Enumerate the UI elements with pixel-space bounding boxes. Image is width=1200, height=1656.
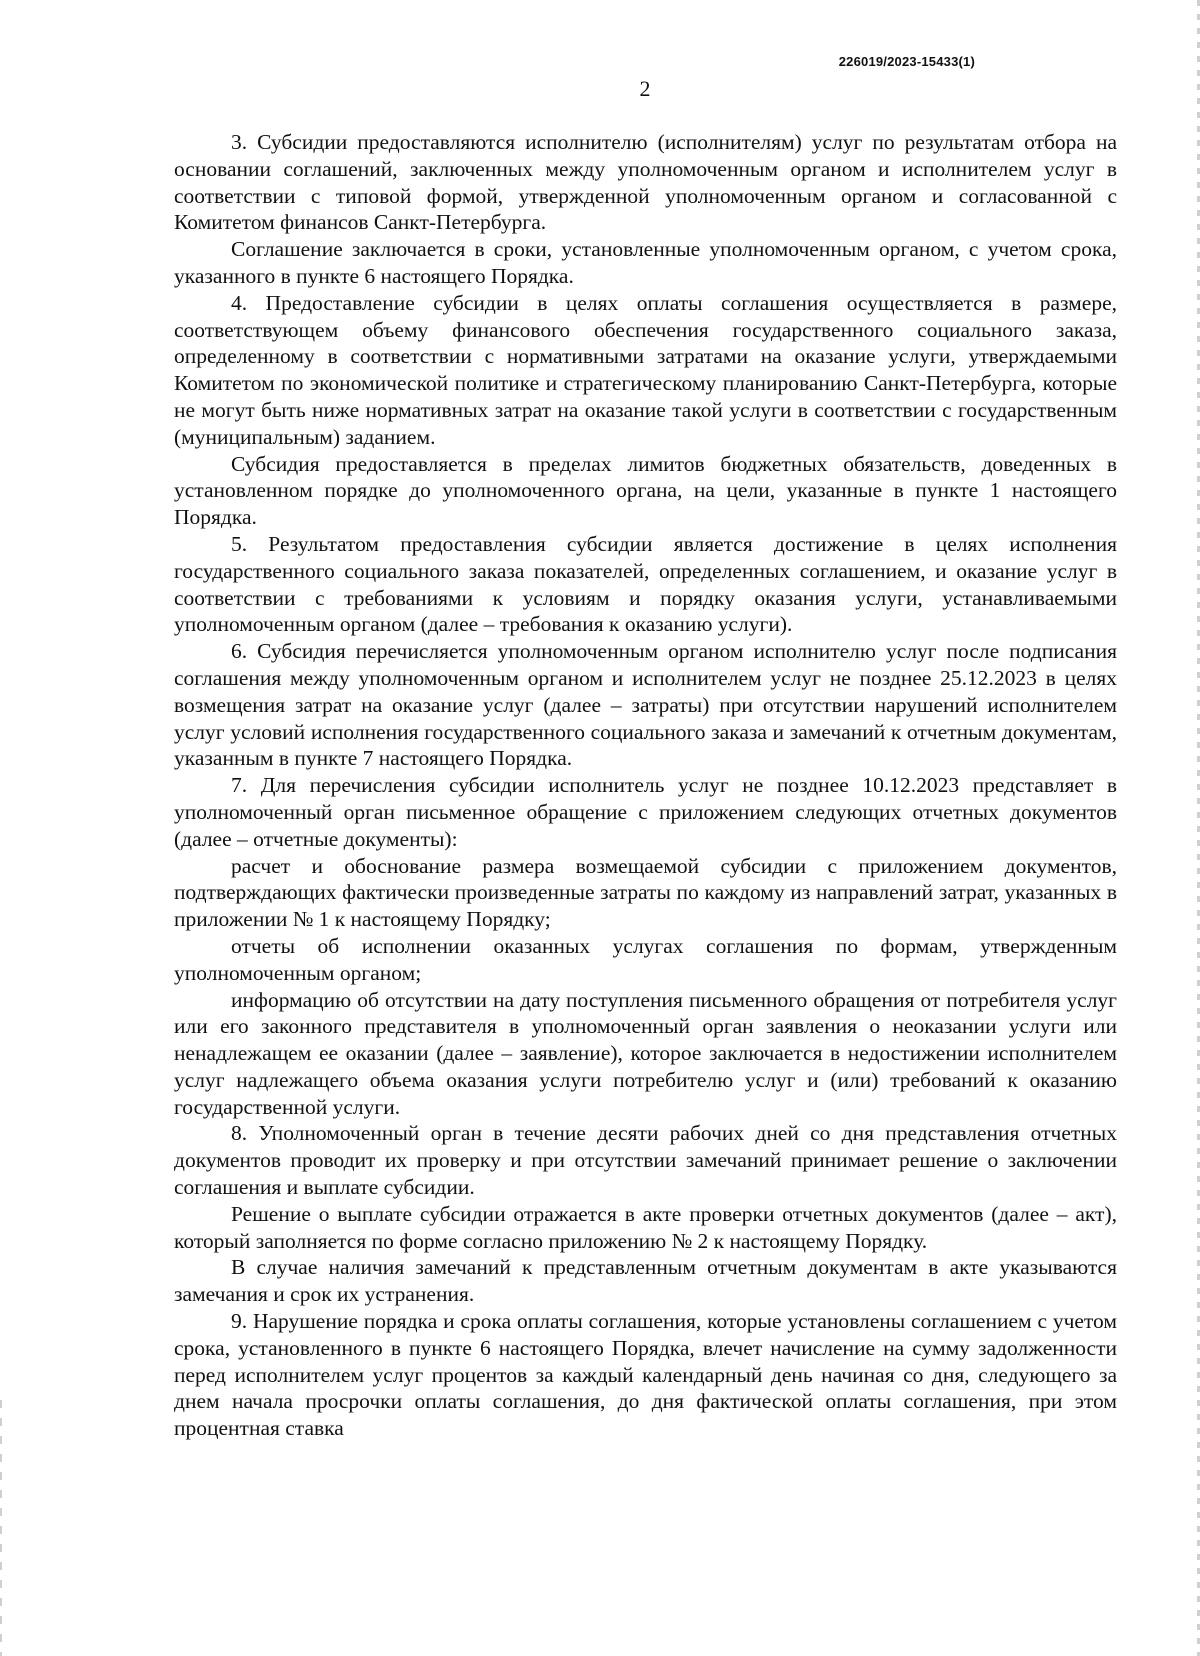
scan-edge-artifact-left [0, 1400, 2, 1656]
document-registration-number: 226019/2023-15433(1) [838, 54, 975, 69]
paragraph-6: 6. Субсидия перечисляется уполномоченным органом исполнителю услуг после подписания соглашения между уполномоченным органом и исполнителем услуг не позднее 25.12.2023 в целях возмещения затрат на оказание услуг (далее – затраты) при отсутствии нарушений исполнителем услуг условий исполнения государственного социального заказа и замечаний к отчетным документам, указанным в пункте 7 настоящего Порядка. [174, 639, 1117, 771]
paragraph-4: 4. Предоставление субсидии в целях оплаты соглашения осуществляется в размере, соответствующем объему финансового обеспечения государственного социального заказа, определенному в соответствии с нормативными затратами на оказание услуги, утверждаемыми Комитетом по экономической политике и стратегическому планированию Санкт-Петербурга, которые не могут быть ниже нормативных затрат на оказание такой услуги в соответствии с государственным (муниципальным) заданием. [174, 290, 1117, 449]
paragraph-8: 8. Уполномоченный орган в течение десяти рабочих дней со дня представления отчетных документов проводит их проверку и при отсутствии замечаний принимает решение о заключении соглашения и выплате субсидии. [174, 1121, 1117, 1200]
page-number: 2 [639, 76, 651, 101]
paragraph-7: 7. Для перечисления субсидии исполнитель услуг не позднее 10.12.2023 представляет в уполномоченный орган письменное обращение с приложением следующих отчетных документов (далее – отчетные документы): [174, 773, 1117, 851]
paragraph-reports: отчеты об исполнении оказанных услугах соглашения по формам, утвержденным уполномоченным органом; [174, 933, 1117, 985]
paragraph-decision: Решение о выплате субсидии отражается в акте проверки отчетных документов (далее – акт), который заполняется по форме согласно приложению № 2 к настоящему Порядку. [174, 1201, 1117, 1253]
paragraph-agreement-terms: Соглашение заключается в сроки, установленные уполномоченным органом, с учетом срока, указанного в пункте 6 настоящего Порядка. [174, 237, 1117, 288]
paragraph-subsidy-limits: Субсидия предоставляется в пределах лимитов бюджетных обязательств, доведенных в установленном порядке до уполномоченного органа, на цели, указанные в пункте 1 настоящего Порядка. [174, 451, 1117, 530]
paragraph-remarks: В случае наличия замечаний к представленным отчетным документам в акте указываются замечания и срок их устранения. [174, 1255, 1117, 1307]
paragraph-9: 9. Нарушение порядка и срока оплаты соглашения, которые установлены соглашением с учетом срока, установленного в пункте 6 настоящего Порядка, влечет начисление на сумму задолженности перед исполнителем услуг процентов за каждый календарный день начиная со дня, следующего за днем начала просрочки оплаты соглашения, до дня фактической оплаты соглашения, при этом процентная ставка [174, 1309, 1117, 1441]
paragraph-information: информацию об отсутствии на дату поступления письменного обращения от потребителя услуг или его законного представителя в уполномоченный орган заявления о неоказании услуги или ненадлежащем ее оказании (далее – заявление), которое заключается в недостижении исполнителем услуг надлежащего объема оказания услуги потребителю услуг и (или) требований к оказанию государственной услуги. [174, 987, 1117, 1119]
document-body [174, 129, 1117, 1442]
paragraph-5: 5. Результатом предоставления субсидии является достижение в целях исполнения государственного социального заказа показателей, определенных соглашением, и оказание услуг в соответствии с требованиями к условиям и порядку оказания услуги, устанавливаемыми уполномоченным органом (далее – требования к оказанию услуги). [174, 531, 1117, 637]
paragraph-3: 3. Субсидии предоставляются исполнителю (исполнителям) услуг по результатам отбора на основании соглашений, заключенных между уполномоченным органом и исполнителем услуг в соответствии с типовой формой, утвержденной уполномоченным органом и согласованной с Комитетом финансов Санкт-Петербурга. [174, 130, 1117, 235]
paragraph-calculation: расчет и обоснование размера возмещаемой субсидии с приложением документов, подтверждающих фактически произведенные затраты по каждому из направлений затрат, указанных в приложении № 1 к настоящему Порядку; [174, 853, 1117, 932]
